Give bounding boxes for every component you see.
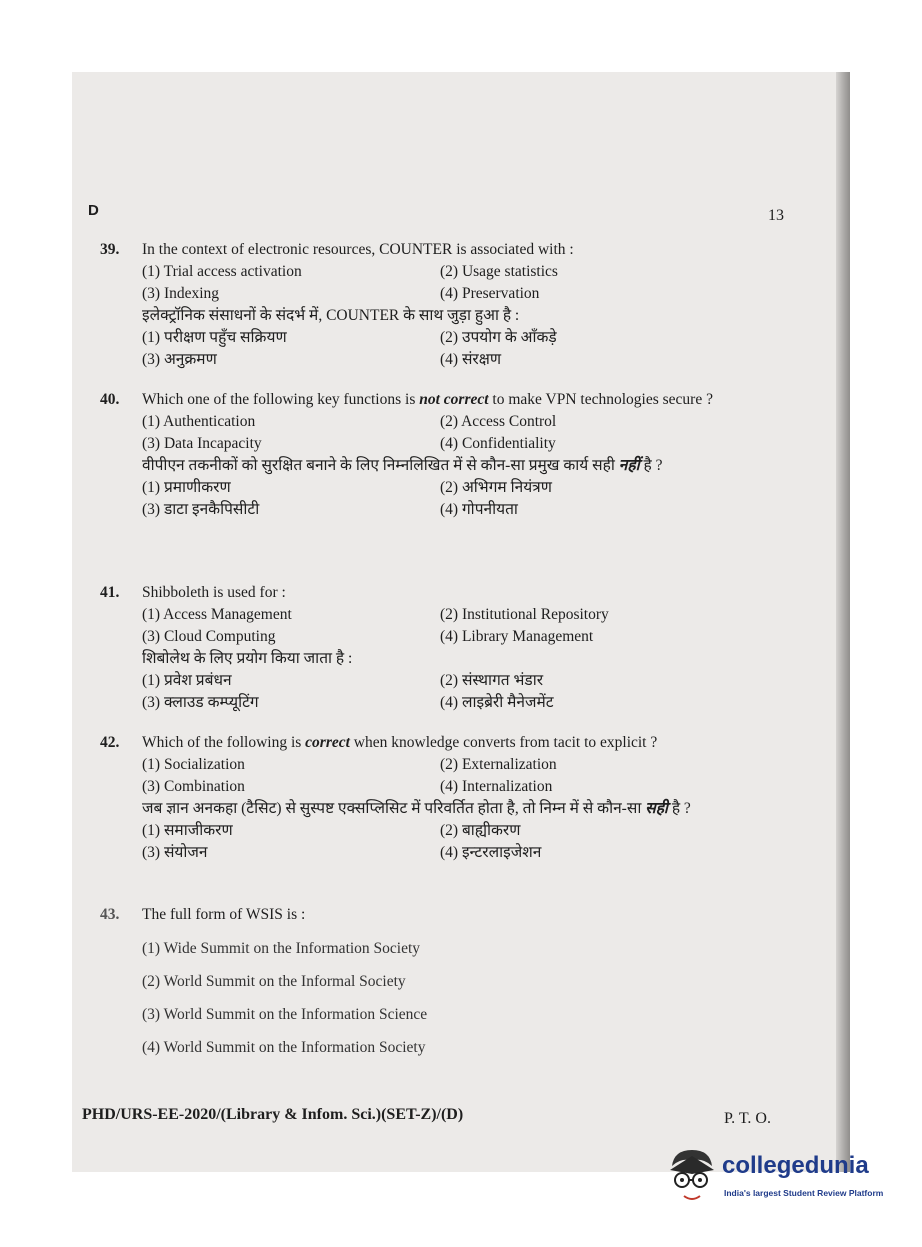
emphasis-hindi: नहीं bbox=[618, 457, 640, 474]
emphasis: not correct bbox=[419, 391, 489, 408]
page-number: 13 bbox=[768, 207, 784, 224]
question-40 bbox=[100, 389, 790, 521]
option-1: (1) Wide Summit on the Information Society bbox=[142, 940, 421, 957]
question-number: 40. bbox=[100, 391, 120, 408]
brand-name: collegedunia bbox=[722, 1152, 869, 1179]
option-2-hindi: (2) अभिगम नियंत्रण bbox=[440, 479, 552, 496]
option-2-hindi: (2) बाह्यीकरण bbox=[440, 822, 521, 839]
emphasis-hindi: सही bbox=[645, 800, 668, 817]
option-3-hindi: (3) संयोजन bbox=[142, 844, 208, 861]
question-number: 43. bbox=[100, 906, 120, 923]
pto-label: P. T. O. bbox=[724, 1110, 771, 1127]
option-3-hindi: (3) क्लाउड कम्प्यूटिंग bbox=[142, 694, 259, 711]
option-2: (2) Institutional Repository bbox=[440, 606, 609, 623]
option-4: (4) Preservation bbox=[440, 285, 540, 302]
option-3: (3) World Summit on the Information Science bbox=[142, 1006, 428, 1023]
option-3: (3) Combination bbox=[142, 778, 245, 795]
question-text-hindi: शिबोलेथ के लिए प्रयोग किया जाता है : bbox=[142, 650, 353, 667]
option-2: (2) World Summit on the Informal Society bbox=[142, 973, 406, 990]
option-4-hindi: (4) इन्टरलाइजेशन bbox=[440, 844, 542, 861]
options-hindi bbox=[142, 670, 790, 714]
question-number: 42. bbox=[100, 734, 120, 751]
question-number: 41. bbox=[100, 584, 120, 601]
question-text: Shibboleth is used for : bbox=[142, 584, 286, 601]
options-hindi bbox=[142, 327, 790, 371]
option-1: (1) Socialization bbox=[142, 756, 245, 773]
option-1-hindi: (1) परीक्षण पहुँच सक्रियण bbox=[142, 329, 287, 346]
option-1: (1) Authentication bbox=[142, 413, 256, 430]
option-4-hindi: (4) संरक्षण bbox=[440, 351, 502, 368]
option-2-hindi: (2) संस्थागत भंडार bbox=[440, 672, 544, 689]
option-4: (4) Internalization bbox=[440, 778, 553, 795]
question-text-hindi: वीपीएन तकनीकों को सुरक्षित बनाने के लिए निम्नलिखित में से कौन-सा प्रमुख कार्य सही नहीं है ? bbox=[142, 457, 663, 474]
question-text: In the context of electronic resources, COUNTER is associated with : bbox=[142, 241, 574, 258]
question-43 bbox=[100, 904, 790, 1064]
options bbox=[142, 261, 790, 305]
option-4: (4) World Summit on the Information Society bbox=[142, 1039, 426, 1056]
options-hindi bbox=[142, 477, 790, 521]
paper-code: PHD/URS-EE-2020/(Library & Infom. Sci.)(SET-Z)/(D) bbox=[82, 1106, 464, 1123]
options bbox=[142, 604, 790, 648]
option-3: (3) Cloud Computing bbox=[142, 628, 276, 645]
page-edge-shadow bbox=[836, 72, 850, 1172]
mascot-icon bbox=[664, 1144, 720, 1210]
options bbox=[142, 754, 790, 798]
question-text: The full form of WSIS is : bbox=[142, 906, 306, 923]
option-1: (1) Access Management bbox=[142, 606, 292, 623]
options-hindi bbox=[142, 820, 790, 864]
option-3: (3) Indexing bbox=[142, 285, 220, 302]
option-4-hindi: (4) लाइब्रेरी मैनेजमेंट bbox=[440, 694, 554, 711]
option-2: (2) Externalization bbox=[440, 756, 557, 773]
question-39 bbox=[100, 239, 790, 371]
question-42 bbox=[100, 732, 790, 864]
question-41 bbox=[100, 582, 790, 714]
question-number: 39. bbox=[100, 241, 120, 258]
question-text: Which of the following is correct when knowledge converts from tacit to explicit ? bbox=[142, 734, 658, 751]
option-1-hindi: (1) प्रवेश प्रबंधन bbox=[142, 672, 232, 689]
option-3: (3) Data Incapacity bbox=[142, 435, 262, 452]
collegedunia-watermark bbox=[664, 1144, 894, 1214]
set-letter: D bbox=[88, 202, 99, 219]
option-3-hindi: (3) डाटा इनकैपिसीटी bbox=[142, 501, 260, 518]
question-text-hindi: जब ज्ञान अनकहा (टैसिट) से सुस्पष्ट एक्सप्लिसिट में परिवर्तित होता है, तो निम्न में से कौन-सा सही है ? bbox=[142, 800, 691, 817]
option-1-hindi: (1) समाजीकरण bbox=[142, 822, 233, 839]
option-2: (2) Usage statistics bbox=[440, 263, 558, 280]
option-4: (4) Library Management bbox=[440, 628, 594, 645]
option-2: (2) Access Control bbox=[440, 413, 557, 430]
brand-tagline: India's largest Student Review Platform bbox=[724, 1188, 884, 1198]
option-3-hindi: (3) अनुक्रमण bbox=[142, 351, 217, 368]
option-4: (4) Confidentiality bbox=[440, 435, 556, 452]
options bbox=[142, 411, 790, 455]
question-text: Which one of the following key functions is not correct to make VPN technologies secure ? bbox=[142, 391, 713, 408]
option-1-hindi: (1) प्रमाणीकरण bbox=[142, 479, 231, 496]
option-1: (1) Trial access activation bbox=[142, 263, 302, 280]
option-4-hindi: (4) गोपनीयता bbox=[440, 501, 518, 518]
emphasis: correct bbox=[305, 734, 350, 751]
option-2-hindi: (2) उपयोग के आँकड़े bbox=[440, 329, 557, 346]
question-text-hindi: इलेक्ट्रॉनिक संसाधनों के संदर्भ में, COUNTER के साथ जुड़ा हुआ है : bbox=[142, 307, 520, 324]
